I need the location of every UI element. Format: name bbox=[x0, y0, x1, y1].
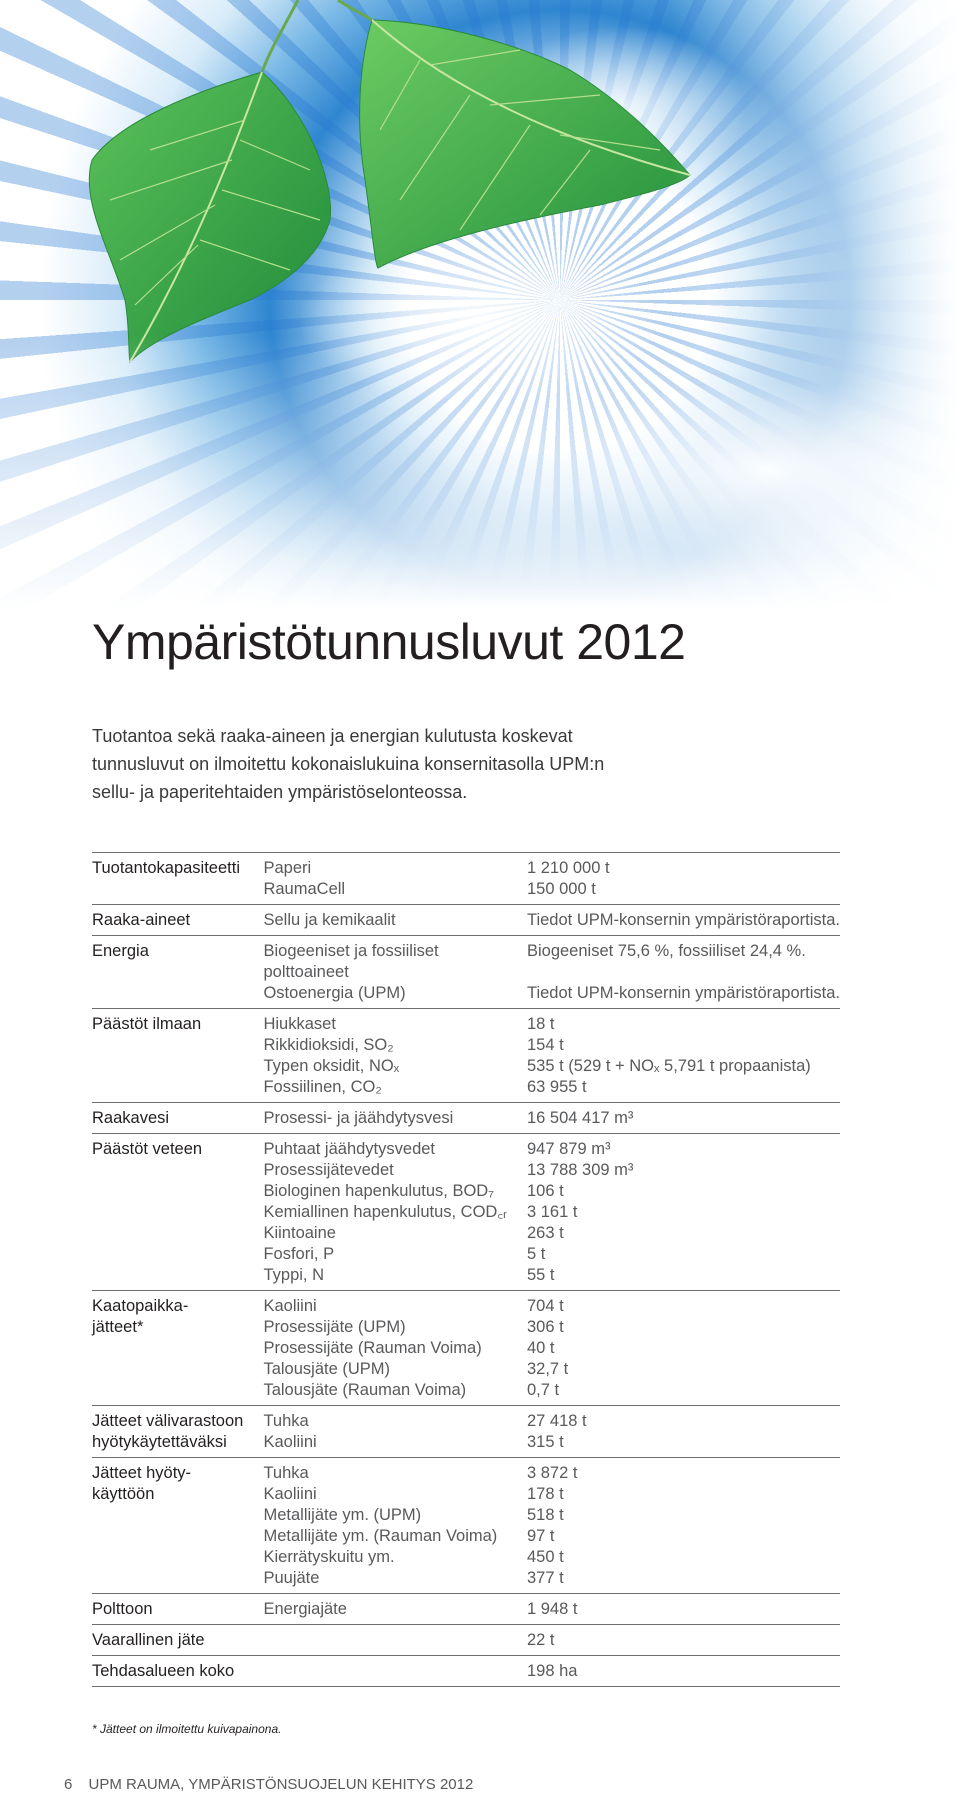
value-line: 1 210 000 t bbox=[526, 859, 610, 877]
row-items bbox=[263, 936, 527, 1009]
value-line: 3 161 t bbox=[526, 1203, 578, 1221]
value-line: 518 t bbox=[526, 1506, 564, 1524]
item-line: Kaoliini bbox=[263, 1433, 317, 1451]
category-line: Tuotantokapasiteetti bbox=[92, 859, 240, 877]
category-line: hyötykäytettäväksi bbox=[92, 1433, 227, 1451]
value-line: Tiedot UPM-konsernin ympäristöraportista. bbox=[526, 984, 840, 1002]
row-items bbox=[263, 1656, 527, 1687]
row-items bbox=[263, 1458, 527, 1594]
page-title: Ympäristötunnusluvut 2012 bbox=[92, 614, 686, 670]
page-number: 6 bbox=[64, 1776, 73, 1793]
hero-image bbox=[0, 0, 960, 610]
value-line: 315 t bbox=[526, 1433, 564, 1451]
category-line: Päästöt veteen bbox=[92, 1140, 203, 1158]
table-row bbox=[92, 1594, 840, 1625]
row-category bbox=[92, 1594, 263, 1625]
item-line: Kaoliini bbox=[263, 1297, 317, 1315]
row-category bbox=[92, 1103, 263, 1134]
row-category bbox=[92, 905, 263, 936]
category-line: Jätteet välivarastoon bbox=[92, 1412, 244, 1430]
item-line: Typpi, N bbox=[263, 1266, 324, 1284]
row-items bbox=[263, 853, 527, 905]
item-line: Fossiilinen, CO₂ bbox=[263, 1078, 382, 1096]
category-line: Raaka-aineet bbox=[92, 911, 191, 929]
value-line: Tiedot UPM-konsernin ympäristöraportista. bbox=[526, 911, 840, 929]
item-line: RaumaCell bbox=[263, 880, 346, 898]
table-row bbox=[92, 1656, 840, 1687]
row-values bbox=[527, 1291, 840, 1406]
value-line: 150 000 t bbox=[526, 880, 596, 898]
item-line: Biogeeniset ja fossiiliset bbox=[263, 942, 439, 960]
value-line: 22 t bbox=[526, 1631, 555, 1649]
row-items bbox=[263, 1103, 527, 1134]
value-line: 3 872 t bbox=[526, 1464, 578, 1482]
value-line: 18 t bbox=[526, 1015, 555, 1033]
value-line: 154 t bbox=[526, 1036, 564, 1054]
table-row bbox=[92, 1458, 840, 1594]
value-line: 535 t (529 t + NOₓ 5,791 t propaanista) bbox=[526, 1057, 811, 1075]
table-row bbox=[92, 1134, 840, 1291]
row-values bbox=[527, 853, 840, 905]
value-line: Biogeeniset 75,6 %, fossiiliset 24,4 %. bbox=[526, 942, 806, 960]
category-line: jätteet* bbox=[92, 1318, 144, 1336]
value-line: 97 t bbox=[526, 1527, 555, 1545]
environment-figures-table bbox=[92, 852, 840, 1687]
table-row bbox=[92, 905, 840, 936]
row-category bbox=[92, 853, 263, 905]
row-category bbox=[92, 1406, 263, 1458]
category-line: Päästöt ilmaan bbox=[92, 1015, 202, 1033]
value-line: 450 t bbox=[526, 1548, 564, 1566]
row-category bbox=[92, 936, 263, 1009]
value-line: 55 t bbox=[526, 1266, 555, 1284]
value-line: 704 t bbox=[526, 1297, 564, 1315]
value-line: 178 t bbox=[526, 1485, 564, 1503]
row-values bbox=[527, 1009, 840, 1103]
row-items bbox=[263, 1594, 527, 1625]
value-line: 377 t bbox=[526, 1569, 564, 1587]
row-values bbox=[527, 1134, 840, 1291]
item-line: Kemiallinen hapenkulutus, COD꜀ᵣ bbox=[263, 1203, 508, 1221]
row-values bbox=[527, 936, 840, 1009]
row-values bbox=[527, 1594, 840, 1625]
row-category bbox=[92, 1134, 263, 1291]
value-line bbox=[527, 962, 840, 983]
value-line: 16 504 417 m³ bbox=[526, 1109, 634, 1127]
category-line: Vaarallinen jäte bbox=[92, 1631, 205, 1649]
value-line: 27 418 t bbox=[526, 1412, 587, 1430]
item-line: Tuhka bbox=[263, 1464, 309, 1482]
value-line: 63 955 t bbox=[526, 1078, 587, 1096]
value-line: 198 ha bbox=[526, 1662, 578, 1680]
row-category bbox=[92, 1009, 263, 1103]
row-items bbox=[263, 1406, 527, 1458]
item-line: Kaoliini bbox=[263, 1485, 317, 1503]
row-category bbox=[92, 1458, 263, 1594]
table-row bbox=[92, 853, 840, 905]
item-line: Typen oksidit, NOₓ bbox=[263, 1057, 400, 1075]
page-footer bbox=[64, 1776, 473, 1793]
item-line: Biologinen hapenkulutus, BOD₇ bbox=[263, 1182, 494, 1200]
row-category bbox=[92, 1656, 263, 1687]
item-line: Puhtaat jäähdytysvedet bbox=[263, 1140, 436, 1158]
table-row bbox=[92, 1625, 840, 1656]
category-line: Raakavesi bbox=[92, 1109, 170, 1127]
value-line: 13 788 309 m³ bbox=[526, 1161, 634, 1179]
row-category bbox=[92, 1625, 263, 1656]
table-row bbox=[92, 1291, 840, 1406]
item-line: Ostoenergia (UPM) bbox=[263, 984, 406, 1002]
intro-paragraph: Tuotantoa sekä raaka-aineen ja energian kulutusta koskevat tunnusluvut on ilmoitettu kokonaislukuina konsernitasolla UPM:n sellu- ja paperitehtaiden ympäristöselonteossa. bbox=[92, 726, 605, 802]
item-line: Paperi bbox=[263, 859, 312, 877]
item-line: Prosessi- ja jäähdytysvesi bbox=[263, 1109, 454, 1127]
value-line: 0,7 t bbox=[526, 1381, 560, 1399]
table-row bbox=[92, 1406, 840, 1458]
item-line: Sellu ja kemikaalit bbox=[263, 911, 396, 929]
value-line: 947 879 m³ bbox=[526, 1140, 611, 1158]
item-line: Tuhka bbox=[263, 1412, 309, 1430]
category-line: Kaatopaikka- bbox=[92, 1297, 189, 1315]
item-line: Prosessijäte (UPM) bbox=[263, 1318, 406, 1336]
item-line: Fosfori, P bbox=[263, 1245, 335, 1263]
category-line: Tehdasalueen koko bbox=[92, 1662, 235, 1680]
value-line: 1 948 t bbox=[526, 1600, 578, 1618]
item-line: Kiintoaine bbox=[263, 1224, 336, 1242]
value-line: 32,7 t bbox=[526, 1360, 569, 1378]
row-values bbox=[527, 1406, 840, 1458]
item-line: Kierrätyskuitu ym. bbox=[263, 1548, 395, 1566]
row-values bbox=[527, 1625, 840, 1656]
row-items bbox=[263, 1291, 527, 1406]
category-line: Polttoon bbox=[92, 1600, 153, 1618]
item-line: Energiajäte bbox=[263, 1600, 347, 1618]
item-line: Prosessijäte (Rauman Voima) bbox=[263, 1339, 482, 1357]
value-line: 263 t bbox=[526, 1224, 564, 1242]
item-line: Rikkidioksidi, SO₂ bbox=[263, 1036, 394, 1054]
table-row bbox=[92, 936, 840, 1009]
item-line: polttoaineet bbox=[263, 963, 349, 981]
table-row bbox=[92, 1009, 840, 1103]
item-line: Metallijäte ym. (Rauman Voima) bbox=[263, 1527, 498, 1545]
item-line: Metallijäte ym. (UPM) bbox=[263, 1506, 422, 1524]
value-line: 106 t bbox=[526, 1182, 564, 1200]
category-line: Energia bbox=[92, 942, 149, 960]
row-category bbox=[92, 1291, 263, 1406]
row-items bbox=[263, 1625, 527, 1656]
row-values bbox=[527, 1103, 840, 1134]
item-line: Hiukkaset bbox=[263, 1015, 336, 1033]
footer-text: UPM RAUMA, YMPÄRISTÖNSUOJELUN KEHITYS 2012 bbox=[88, 1776, 474, 1793]
row-items bbox=[263, 1009, 527, 1103]
item-line: Talousjäte (Rauman Voima) bbox=[263, 1381, 467, 1399]
item-line: Puujäte bbox=[263, 1569, 320, 1587]
item-line: Talousjäte (UPM) bbox=[263, 1360, 391, 1378]
row-values bbox=[527, 1458, 840, 1594]
table-body bbox=[92, 853, 840, 1687]
category-line: käyttöön bbox=[92, 1485, 155, 1503]
category-line: Jätteet hyöty- bbox=[92, 1464, 192, 1482]
row-items bbox=[263, 905, 527, 936]
row-items bbox=[263, 1134, 527, 1291]
footnote: * Jätteet on ilmoitettu kuivapainona. bbox=[92, 1722, 282, 1736]
value-line: 40 t bbox=[526, 1339, 555, 1357]
table-row bbox=[92, 1103, 840, 1134]
item-line: Prosessijätevedet bbox=[263, 1161, 394, 1179]
row-values bbox=[527, 905, 840, 936]
value-line: 5 t bbox=[526, 1245, 546, 1263]
row-values bbox=[527, 1656, 840, 1687]
value-line: 306 t bbox=[526, 1318, 564, 1336]
